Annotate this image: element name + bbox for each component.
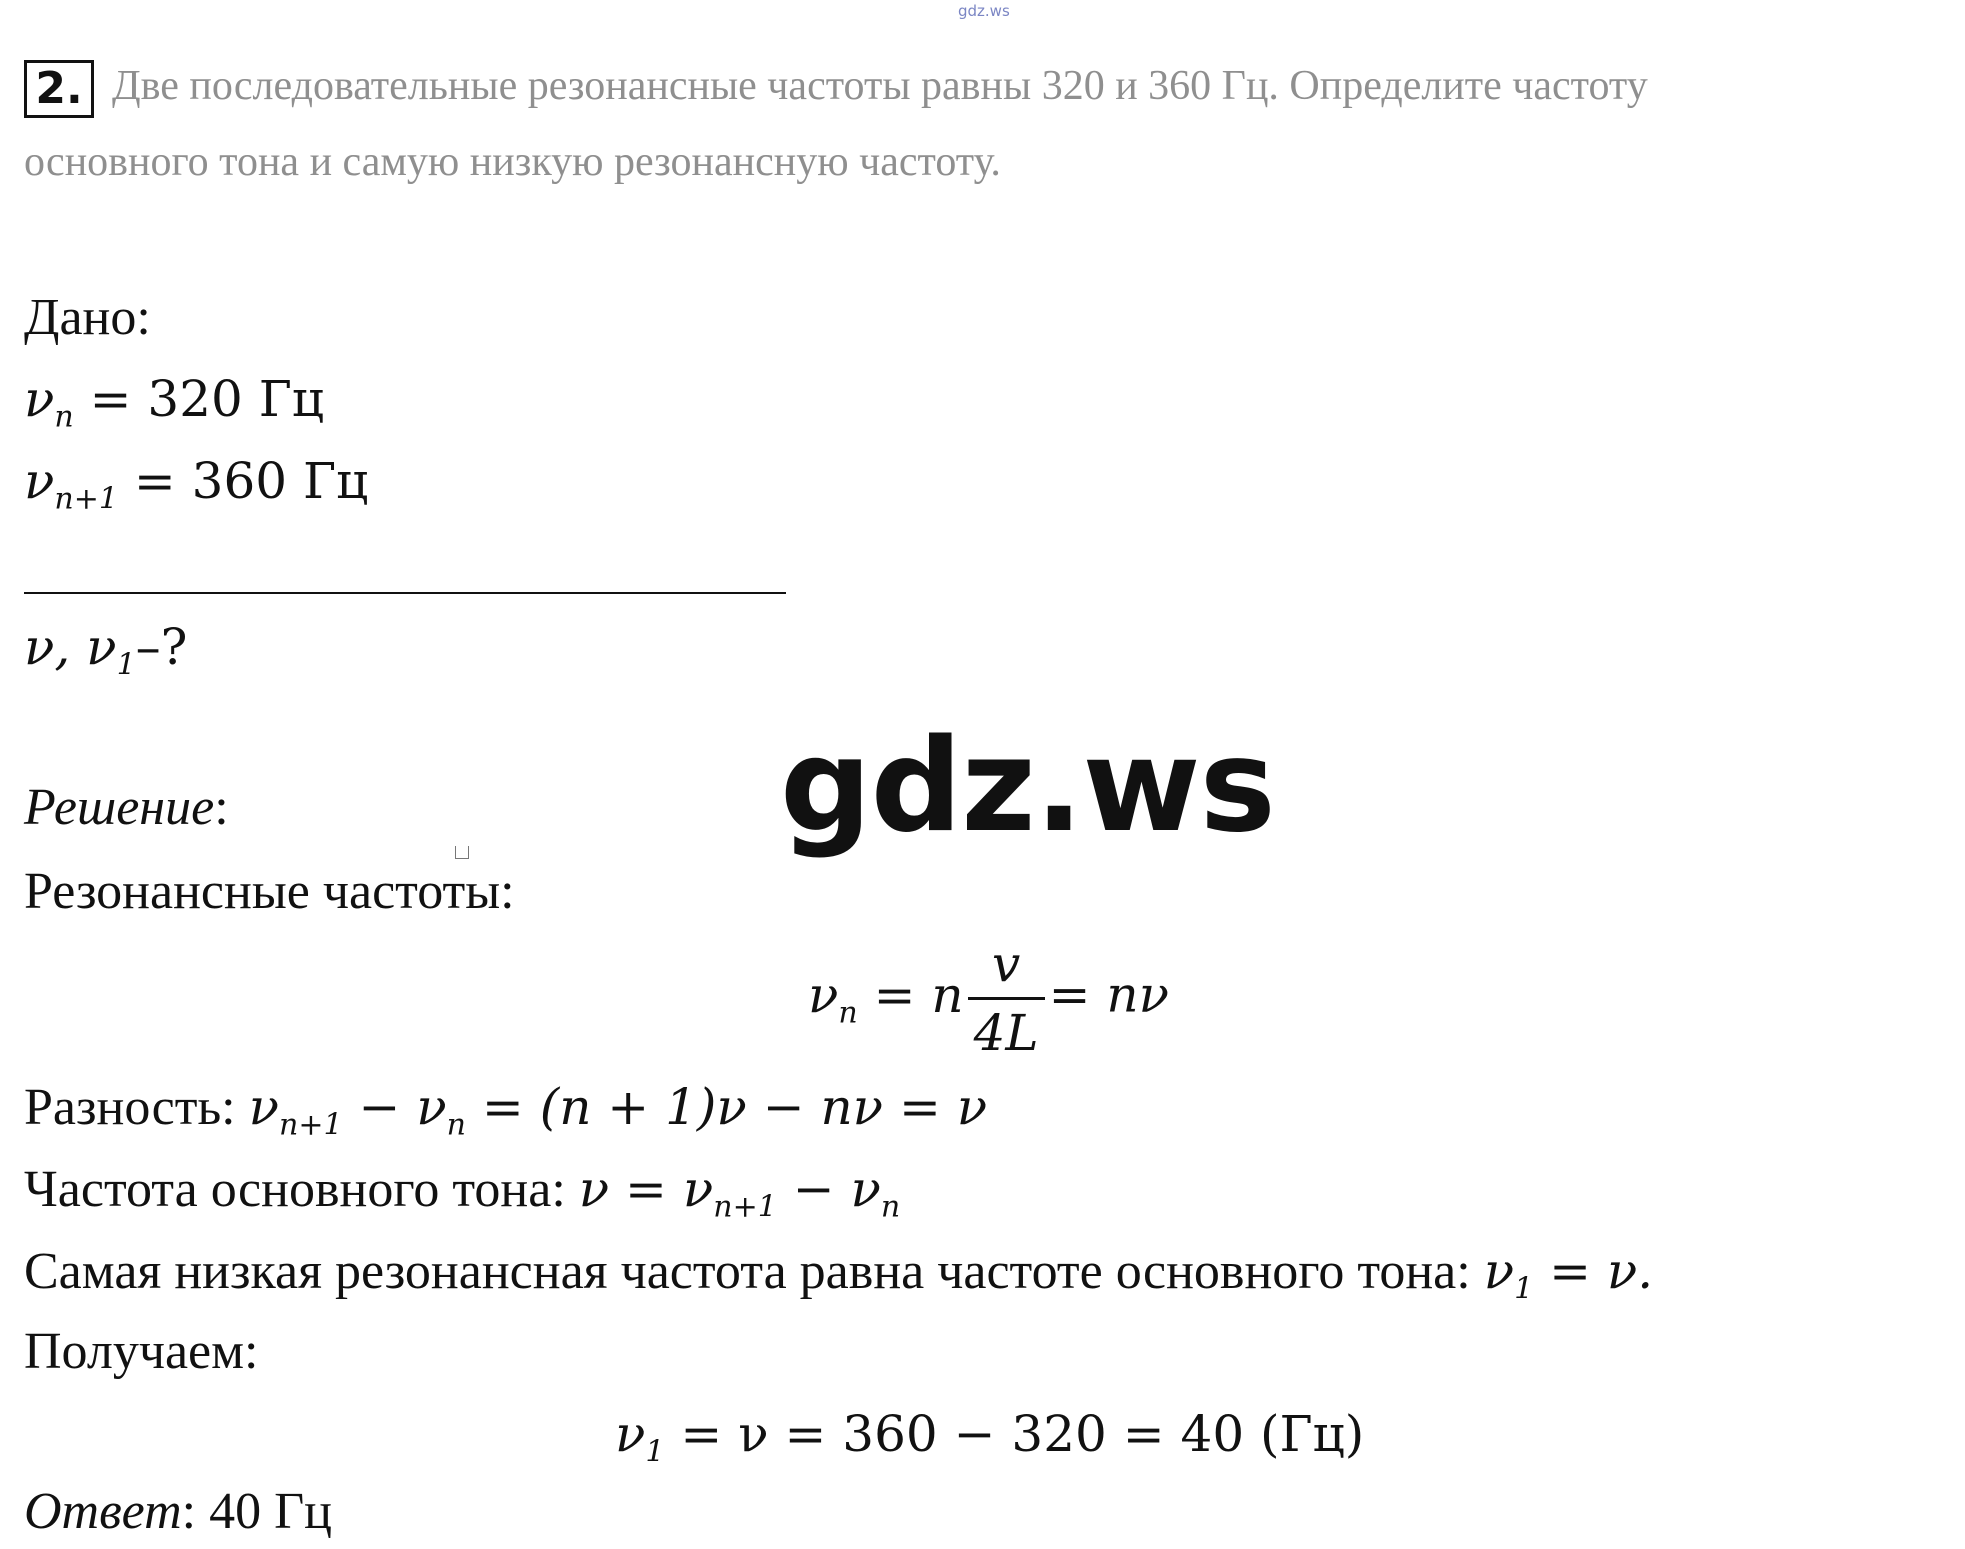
given-label: Дано: — [24, 289, 151, 346]
difference-rhs: = (n + 1)ν − nν = ν — [481, 1078, 988, 1136]
frac-numerator: v — [992, 935, 1021, 993]
difference-formula: $\nu_{n+1} - \nu_n = (n + 1)\nu - n\nu = \nu$ — [248, 1078, 988, 1143]
solution-heading — [24, 778, 229, 837]
answer-value: : 40 Гц — [181, 1483, 332, 1540]
find-suffix: –? — [135, 618, 188, 676]
find-symbols: ν, $\nu_1$ — [24, 618, 136, 683]
resonant-label: Резонансные частоты: — [24, 863, 515, 920]
formula1-rhs: = nν — [1048, 965, 1170, 1024]
formula-resonant — [808, 935, 1169, 1062]
difference-label: Разность: — [24, 1079, 236, 1136]
v-n-value: = 320 Гц — [89, 370, 325, 428]
lowest-formula: $\nu_1 = \nu$. — [1483, 1242, 1654, 1307]
source-mark: gdz.ws — [958, 2, 1010, 20]
lowest-label: Самая низкая резонансная частота равна частоте основного тона: — [24, 1243, 1471, 1300]
difference-line — [24, 1078, 988, 1143]
fundamental-formula: $\nu = \nu_{n+1} - \nu_n$ — [578, 1160, 901, 1225]
result-lhs: $\nu_1$ — [615, 1405, 665, 1470]
watermark: gdz.ws — [780, 712, 1275, 861]
solution-colon: : — [214, 779, 229, 836]
get-label: Получаем: — [24, 1323, 259, 1380]
v-n1-value: = 360 Гц — [133, 452, 369, 510]
formula1-lhs: $\nu_n = n$ — [808, 965, 964, 1030]
fundamental-label: Частота основного тона: — [24, 1161, 566, 1218]
task-text-line-2: основного тона и самую низкую резонансную частоту. — [24, 139, 1001, 185]
task-text-line-1: Две последовательные резонансные частоты равны 320 и 360 Гц. Определите частоту — [112, 63, 1648, 109]
fundamental-line — [24, 1160, 901, 1225]
answer-label: Ответ — [24, 1483, 182, 1540]
lowest-line — [24, 1242, 1654, 1307]
task-number: 2. — [24, 60, 94, 118]
frac-denominator: 4L — [968, 997, 1045, 1062]
formula1-fraction — [968, 935, 1045, 1062]
solution-label: Решение — [24, 779, 215, 836]
answer-line — [24, 1482, 332, 1541]
find-line — [24, 618, 188, 683]
result-rhs: = ν = 360 − 320 = 40 (Гц) — [680, 1405, 1365, 1463]
given-divider — [24, 592, 786, 594]
v-n1-symbol: $\nu_{n+1}$ — [24, 452, 118, 517]
text-cursor-mark — [455, 846, 469, 859]
given-v-n1 — [24, 452, 369, 517]
v-n-symbol: $\nu_n$ — [24, 370, 74, 435]
given-v-n — [24, 370, 325, 435]
result-formula — [615, 1405, 1365, 1470]
